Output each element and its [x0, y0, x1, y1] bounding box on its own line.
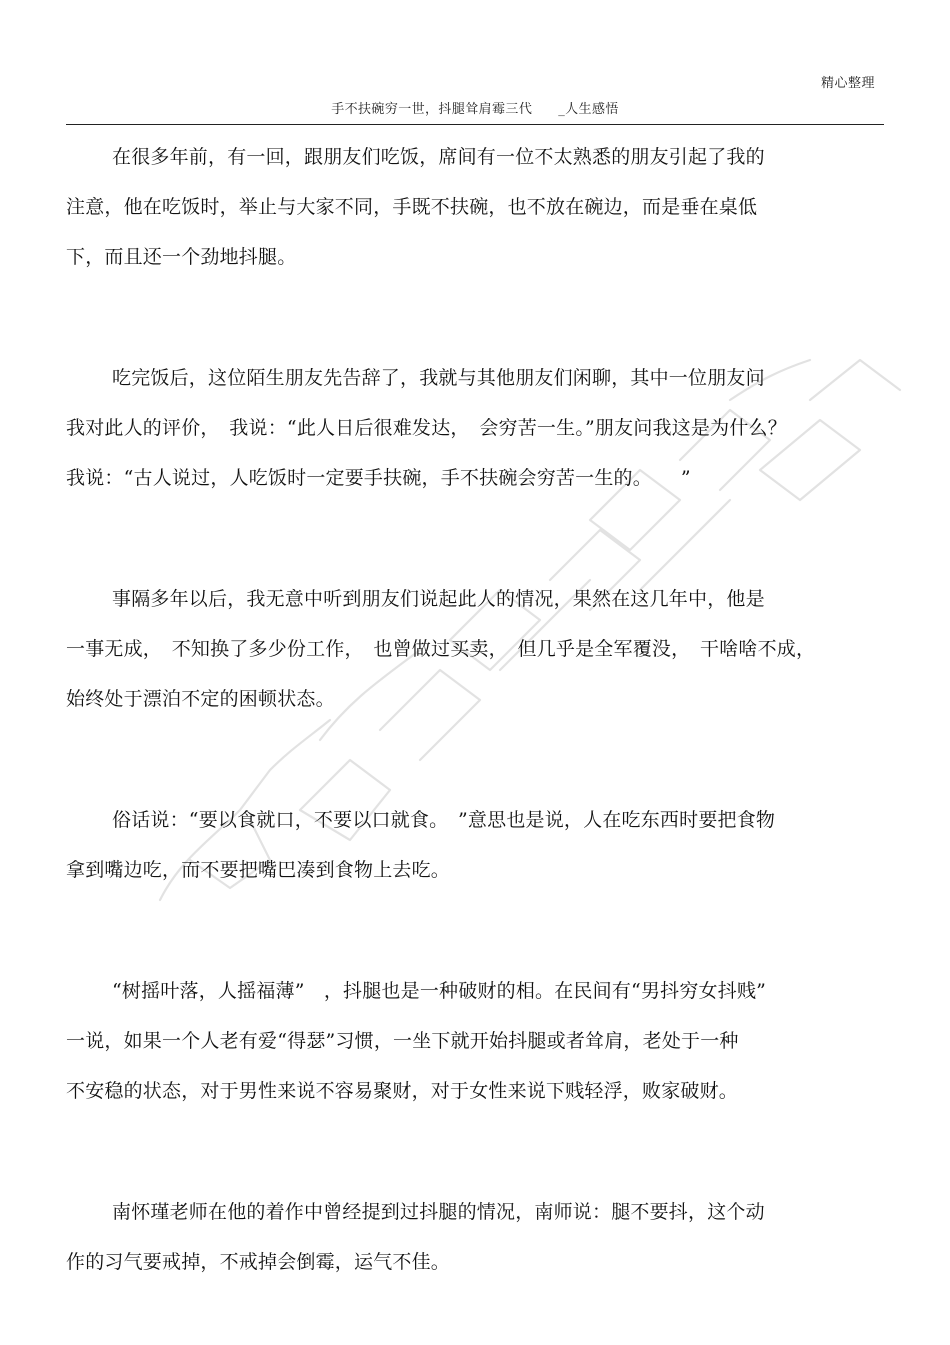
- text-line: 吃完饭后，这位陌生朋友先告辞了，我就与其他朋友们闲聊，其中一位朋友问: [112, 367, 765, 389]
- text-line: 在很多年前，有一回，跟朋友们吃饭，席间有一位不太熟悉的朋友引起了我的: [112, 146, 765, 168]
- text-line: 拿到嘴边吃，而不要把嘴巴凑到食物上去吃。: [66, 859, 451, 881]
- paragraph: [66, 353, 866, 503]
- header-rule: [66, 124, 884, 125]
- header-category: _人生感悟: [558, 102, 619, 117]
- text-line: “树摇叶落，人摇福薄” ，抖腿也是一种破财的相。在民间有“男抖穷女抖贱”: [112, 980, 767, 1002]
- text-line: 一说，如果一个人老有爱“得瑟”习惯，一坐下就开始抖腿或者耸肩，老处于一种: [66, 1030, 739, 1052]
- running-header: [0, 98, 950, 117]
- paragraph: [66, 966, 866, 1116]
- paragraph: [66, 1187, 866, 1287]
- text-line: 作的习气要戒掉，不戒掉会倒霉，运气不佳。: [66, 1251, 451, 1273]
- paragraph: [66, 795, 866, 895]
- text-line: 注意，他在吃饭时，举止与大家不同，手既不扶碗，也不放在碗边，而是垂在桌低: [66, 196, 758, 218]
- text-line: 始终处于漂泊不定的困顿状态。: [66, 688, 335, 710]
- corner-note: 精心整理: [820, 76, 875, 91]
- text-line: 不安稳的状态，对于男性来说不容易聚财，对于女性来说下贱轻浮，败家破财。: [66, 1080, 739, 1102]
- paragraph: [66, 132, 866, 282]
- paragraph: [66, 574, 866, 724]
- text-line: 下，而且还一个劲地抖腿。: [66, 246, 297, 268]
- article-body: [66, 132, 866, 1287]
- text-line: 南怀瑾老师在他的着作中曾经提到过抖腿的情况，南师说：腿不要抖，这个动: [112, 1201, 765, 1223]
- text-line: 一事无成， 不知换了多少份工作， 也曾做过买卖， 但几乎是全军覆没， 干啥啥不成，: [66, 638, 816, 660]
- text-line: 我对此人的评价， 我说：“此人日后很难发达， 会穷苦一生。”朋友问我这是为什么？: [66, 417, 787, 439]
- text-line: 俗话说：“要以食就口，不要以口就食。 ”意思也是说，人在吃东西时要把食物: [112, 809, 776, 831]
- header-title: 手不扶碗穷一世，抖腿耸肩霉三代: [331, 102, 533, 117]
- text-line: 事隔多年以后，我无意中听到朋友们说起此人的情况，果然在这几年中，他是: [112, 588, 765, 610]
- text-line: 我说：“古人说过，人吃饭时一定要手扶碗，手不扶碗会穷苦一生的。 ”: [66, 467, 691, 489]
